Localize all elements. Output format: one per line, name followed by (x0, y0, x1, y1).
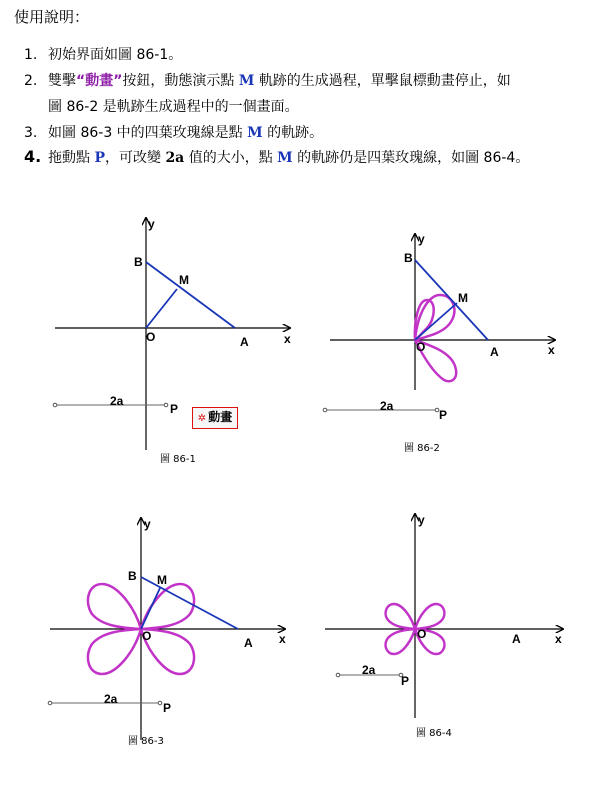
rose-petal (88, 584, 141, 629)
rose-petal (88, 629, 141, 674)
label-m: M (179, 273, 189, 287)
label-origin: O (146, 330, 156, 344)
rose-petal (386, 629, 415, 654)
label-y: y (148, 217, 155, 231)
rose-petal (415, 604, 444, 629)
animation-button-label: 動畫 (208, 410, 233, 424)
point-m-label: M (247, 125, 263, 141)
segment-om (146, 289, 177, 328)
label-x: x (555, 632, 562, 646)
point-p-label: P (94, 150, 105, 166)
item-text: 初始界面如圖 86-1。 (48, 47, 183, 63)
label-origin: O (416, 340, 426, 354)
instructions-heading: 使用說明： (14, 8, 90, 26)
two-a-label: 2a (165, 150, 185, 166)
label-p: P (163, 701, 172, 715)
label-y: y (418, 232, 425, 246)
label-b: B (404, 251, 413, 265)
item-text-mid: 按鈕，動態演示點 (122, 73, 235, 89)
label-2a: 2a (110, 394, 124, 408)
slider-start (336, 673, 340, 677)
label-p: P (401, 674, 410, 688)
segment-om (141, 588, 160, 629)
slider-start (53, 403, 57, 407)
item-number: 1. (24, 47, 38, 63)
label-m: M (458, 291, 468, 305)
item-text-pre: 拖動點 (48, 150, 90, 166)
play-icon: ✲ (197, 413, 207, 424)
rose-curve-partial (415, 295, 456, 381)
label-origin: O (142, 629, 152, 643)
figure-86-4 (325, 513, 563, 739)
label-2a: 2a (104, 692, 118, 706)
label-p: P (170, 402, 179, 416)
slider-start (323, 408, 327, 412)
item-text: 圖 86-2 是軌跡生成過程中的一個畫面。 (48, 99, 299, 115)
label-m: M (157, 573, 167, 587)
label-2a: 2a (362, 663, 376, 677)
label-x: x (548, 343, 555, 357)
segment-ab (141, 577, 238, 629)
label-a: A (244, 636, 253, 650)
item-text-post: 的軌跡仍是四葉玫瑰線，如圖 86-4。 (297, 150, 530, 166)
slider-handle-p[interactable] (158, 701, 162, 705)
caption-86-2: 圖 86-2 (404, 443, 440, 454)
caption-86-3: 圖 86-3 (128, 736, 164, 747)
slider-start (48, 701, 52, 705)
caption-86-4: 圖 86-4 (416, 728, 452, 739)
figure-86-3 (48, 517, 286, 747)
item-text-mid2: 值的大小，點 (188, 150, 273, 166)
point-m-label: M (277, 150, 293, 166)
item-text-mid: ，可改變 (104, 150, 161, 166)
item-text-post: 軌跡的生成過程，單擊鼠標動畫停止，如 (258, 73, 511, 89)
caption-86-1: 圖 86-1 (160, 454, 196, 465)
label-b: B (134, 255, 143, 269)
animation-button[interactable] (192, 407, 238, 429)
slider-handle-p[interactable] (164, 403, 168, 407)
figure-86-1 (53, 217, 291, 465)
animation-keyword: “動畫” (76, 73, 123, 89)
label-p: P (439, 408, 448, 422)
item-number: 2. (24, 73, 38, 89)
label-a: A (240, 335, 249, 349)
item-number: 4. (24, 147, 42, 166)
label-x: x (279, 632, 286, 646)
point-m-label: M (238, 73, 255, 89)
figure-86-2 (323, 232, 555, 454)
label-y: y (144, 517, 151, 531)
segment-ab (146, 262, 235, 328)
rose-petal (386, 604, 415, 629)
item-number: 3. (24, 125, 38, 141)
item-text-pre: 雙擊 (48, 73, 76, 89)
label-a: A (490, 345, 499, 359)
label-2a: 2a (380, 399, 394, 413)
label-x: x (284, 332, 291, 346)
item-text-post: 的軌跡。 (267, 125, 324, 141)
label-y: y (418, 513, 425, 527)
label-origin: O (417, 627, 427, 641)
item-text-pre: 如圖 86-3 中的四葉玫瑰線是點 (48, 125, 243, 141)
label-b: B (128, 569, 137, 583)
label-a: A (512, 632, 521, 646)
